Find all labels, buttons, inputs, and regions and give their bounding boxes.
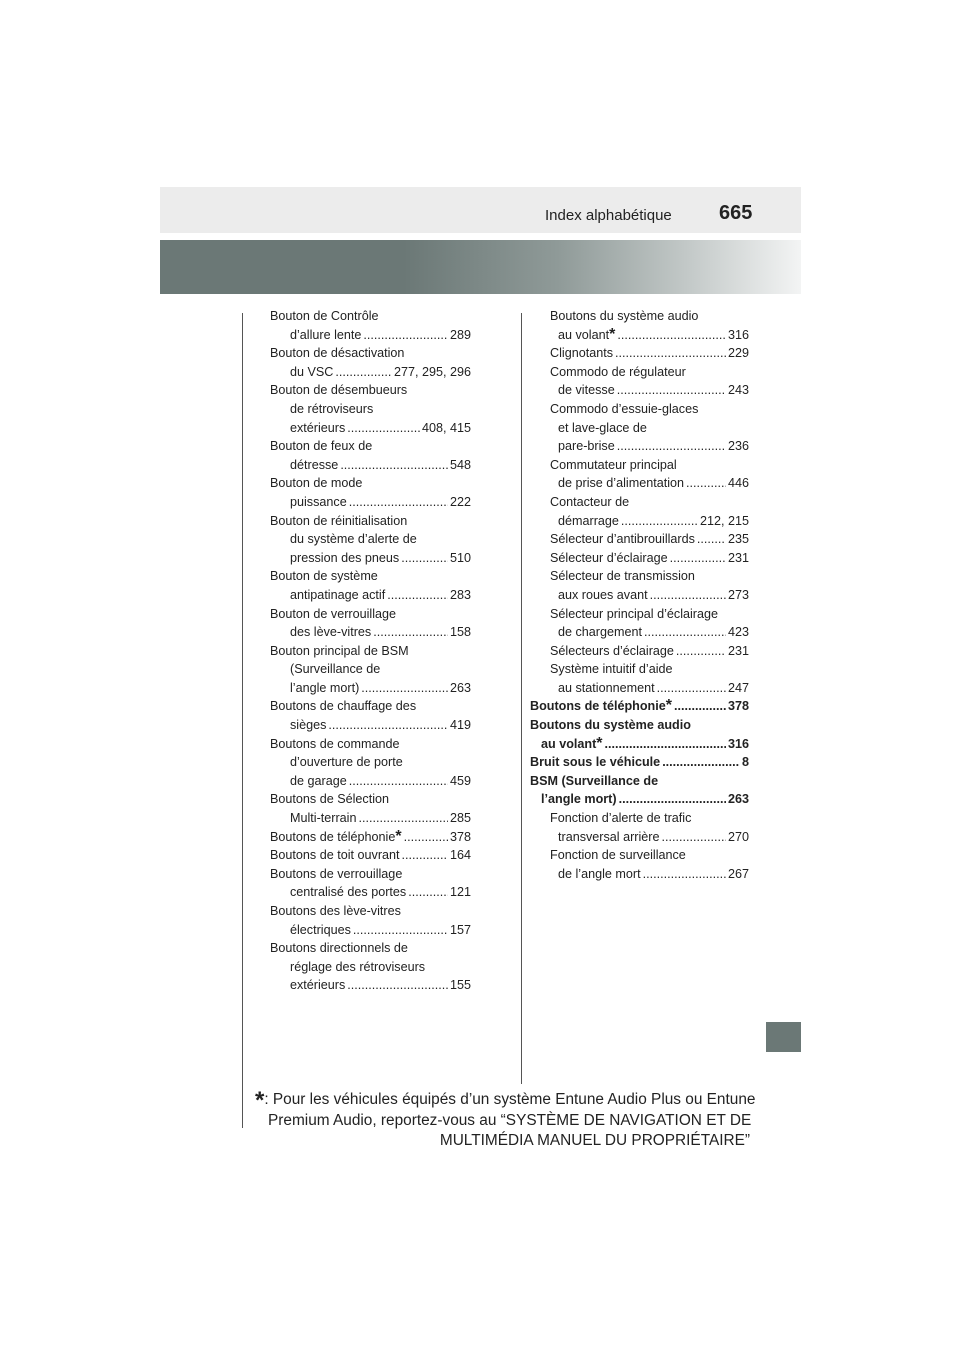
index-line: Boutons de téléphonie * ..... 378 xyxy=(530,697,749,716)
index-line xyxy=(530,828,749,847)
index-entry xyxy=(530,456,749,493)
index-line xyxy=(530,790,749,809)
index-line xyxy=(270,642,471,661)
page-reference: 316 xyxy=(727,327,749,342)
page-reference: 285 xyxy=(449,811,471,826)
page-reference: 155 xyxy=(449,978,471,993)
index-term: et lave-glace de xyxy=(558,420,647,435)
index-line xyxy=(530,456,749,475)
index-term: Boutons de chauffage des xyxy=(270,699,417,714)
left-margin-rule xyxy=(242,313,243,1128)
index-line xyxy=(270,344,471,363)
leader-dots xyxy=(408,883,448,902)
index-line xyxy=(270,567,471,586)
leader-dots xyxy=(404,828,448,847)
index-entry xyxy=(530,660,749,697)
index-term: Sélecteur de transmission xyxy=(550,569,695,584)
page-reference: 277, 295, 296 xyxy=(393,364,471,379)
index-entry xyxy=(530,363,749,400)
page-reference: 446 xyxy=(727,476,749,491)
index-line xyxy=(530,809,749,828)
index-term: Boutons directionnels de xyxy=(270,941,408,956)
index-line xyxy=(530,846,749,865)
index-line xyxy=(270,437,471,456)
leader-dots xyxy=(373,623,448,642)
index-term: Sélecteur d’éclairage xyxy=(550,550,668,565)
index-line xyxy=(530,865,749,884)
index-entry xyxy=(270,307,471,344)
header-bar xyxy=(160,187,801,233)
index-term: Bouton de mode xyxy=(270,476,363,491)
page-reference: 235 xyxy=(727,532,749,547)
leader-dots xyxy=(363,326,448,345)
page-reference: 229 xyxy=(727,346,749,361)
page-reference: 378 xyxy=(449,829,471,844)
leader-dots xyxy=(621,512,698,531)
leader-dots xyxy=(657,679,726,698)
index-entry xyxy=(530,530,749,549)
index-term: de prise d’alimentation xyxy=(558,476,685,491)
index-term: Boutons de verrouillage xyxy=(270,866,403,881)
index-term: au volant xyxy=(541,736,597,751)
leader-dots xyxy=(661,828,726,847)
index-line xyxy=(530,493,749,512)
leader-dots xyxy=(615,344,726,363)
index-term: antipatinage actif xyxy=(290,587,386,602)
index-line xyxy=(270,846,471,865)
index-line xyxy=(530,660,749,679)
index-term: du VSC xyxy=(290,364,334,379)
page-reference: 247 xyxy=(727,680,749,695)
index-entry xyxy=(530,772,749,809)
index-term: de l’angle mort xyxy=(558,866,641,881)
index-term: Sélecteurs d’éclairage xyxy=(550,643,674,658)
index-term: Fonction d’alerte de trafic xyxy=(550,811,692,826)
page-reference: 423 xyxy=(727,625,749,640)
index-line xyxy=(530,642,749,661)
index-line xyxy=(530,772,749,791)
page-reference: 408, 415 xyxy=(421,420,471,435)
index-line xyxy=(270,976,471,995)
index-line xyxy=(270,716,471,735)
leader-dots xyxy=(349,493,448,512)
index-line xyxy=(530,474,749,493)
index-term: Système intuitif d’aide xyxy=(550,662,673,677)
footnote-text-1: : Pour les véhicules équipés d’un système Entune Audio Plus ou Entune xyxy=(264,1091,756,1108)
leader-dots xyxy=(650,586,726,605)
page-reference: 267 xyxy=(727,866,749,881)
index-line xyxy=(270,902,471,921)
index-term: réglage des rétroviseurs xyxy=(290,959,426,974)
index-term: Fonction de surveillance xyxy=(550,848,686,863)
index-term: l’angle mort) xyxy=(541,792,617,807)
index-term: démarrage xyxy=(558,513,619,528)
page-reference: 378 xyxy=(727,699,749,714)
index-line xyxy=(530,567,749,586)
index-term: Boutons du système audio xyxy=(530,718,691,733)
leader-dots xyxy=(662,753,740,772)
leader-dots xyxy=(697,530,726,549)
index-line xyxy=(530,512,749,531)
index-entry xyxy=(270,605,471,642)
index-term: d’ouverture de porte xyxy=(290,755,403,770)
index-line xyxy=(270,921,471,940)
index-line xyxy=(270,958,471,977)
index-entry xyxy=(270,828,471,847)
leader-dots xyxy=(617,381,726,400)
index-line xyxy=(270,493,471,512)
index-line: au volant * ..... 316 xyxy=(530,326,749,345)
index-line xyxy=(530,437,749,456)
index-line xyxy=(530,419,749,438)
index-term: Multi-terrain xyxy=(290,811,357,826)
index-line xyxy=(270,456,471,475)
index-entry xyxy=(270,344,471,381)
page-reference: 231 xyxy=(727,643,749,658)
index-entry xyxy=(530,846,749,883)
index-entry xyxy=(270,735,471,791)
page-reference: 419 xyxy=(449,718,471,733)
index-line xyxy=(530,530,749,549)
index-term: Commodo de régulateur xyxy=(550,364,686,379)
page-reference: 273 xyxy=(727,587,749,602)
leader-dots xyxy=(676,642,726,661)
index-term: Bouton de feux de xyxy=(270,439,373,454)
index-term: électriques xyxy=(290,922,351,937)
index-line xyxy=(270,307,471,326)
index-line xyxy=(530,623,749,642)
page-reference: 283 xyxy=(449,587,471,602)
leader-dots xyxy=(387,586,448,605)
page-reference: 121 xyxy=(449,885,471,900)
page-reference: 510 xyxy=(449,550,471,565)
index-line xyxy=(270,865,471,884)
index-entry xyxy=(530,344,749,363)
index-line xyxy=(270,549,471,568)
page-reference: 263 xyxy=(449,680,471,695)
index-line xyxy=(270,474,471,493)
index-term: du système d’alerte de xyxy=(290,532,417,547)
index-line xyxy=(270,381,471,400)
index-term: (Surveillance de xyxy=(290,662,381,677)
index-term: Bouton de système xyxy=(270,569,378,584)
index-term: d’allure lente xyxy=(290,327,362,342)
page-reference: 164 xyxy=(449,848,471,863)
index-line xyxy=(530,605,749,624)
index-entry xyxy=(270,512,471,568)
index-line xyxy=(530,307,749,326)
page-reference: 263 xyxy=(727,792,749,807)
index-entry xyxy=(530,567,749,604)
index-term: Boutons de commande xyxy=(270,736,400,751)
page-reference: 270 xyxy=(727,829,749,844)
index-term: centralisé des portes xyxy=(290,885,407,900)
page-reference: 236 xyxy=(727,439,749,454)
leader-dots xyxy=(402,846,448,865)
index-term: au stationnement xyxy=(558,680,655,695)
index-term: Bruit sous le véhicule xyxy=(530,755,661,770)
index-term: Bouton de désactivation xyxy=(270,346,405,361)
page-reference: 212, 215 xyxy=(699,513,749,528)
index-term: Commodo d’essuie-glaces xyxy=(550,401,699,416)
index-entry xyxy=(530,493,749,530)
index-entry xyxy=(270,381,471,437)
index-entry xyxy=(270,437,471,474)
page-number: 665 xyxy=(719,202,753,224)
index-line xyxy=(530,753,749,772)
index-line xyxy=(270,772,471,791)
section-tab-marker xyxy=(766,1022,801,1052)
leader-dots xyxy=(361,679,448,698)
index-entry xyxy=(530,697,749,716)
index-line xyxy=(270,697,471,716)
index-entry xyxy=(270,902,471,939)
index-term: l’angle mort) xyxy=(290,680,360,695)
page-reference: 231 xyxy=(727,550,749,565)
index-line xyxy=(270,530,471,549)
footnote-line-3: MULTIMÉDIA MANUEL DU PROPRIÉTAIRE” xyxy=(439,1132,750,1149)
leader-dots xyxy=(335,363,392,382)
index-entry xyxy=(530,753,749,772)
leader-dots xyxy=(619,790,726,809)
page-reference: 157 xyxy=(449,922,471,937)
leader-dots xyxy=(349,772,448,791)
index-line: Boutons de téléphonie * ..... 378 xyxy=(270,828,471,847)
index-entry xyxy=(530,307,749,344)
page-reference: 548 xyxy=(449,457,471,472)
index-column-right xyxy=(530,307,749,883)
index-line xyxy=(270,809,471,828)
index-column-left xyxy=(270,307,471,995)
index-line xyxy=(270,883,471,902)
leader-dots xyxy=(670,549,726,568)
index-entry xyxy=(270,567,471,604)
index-term: transversal arrière xyxy=(558,829,660,844)
index-line xyxy=(530,716,749,735)
index-line xyxy=(270,753,471,772)
index-line xyxy=(530,549,749,568)
page-reference: 158 xyxy=(449,625,471,640)
index-entry xyxy=(270,697,471,734)
leader-dots xyxy=(347,976,448,995)
footnote-line-2: Premium Audio, reportez-vous au “SYSTÈME DE NAVIGATION ET DE xyxy=(268,1111,752,1129)
leader-dots xyxy=(347,419,420,438)
index-line xyxy=(270,735,471,754)
index-term: Boutons du système audio xyxy=(550,309,699,323)
index-line xyxy=(270,419,471,438)
index-term: Boutons des lève-vitres xyxy=(270,904,401,918)
index-term: Bouton de désembueurs xyxy=(270,383,408,398)
footnote-star: * xyxy=(255,1087,265,1114)
leader-dots xyxy=(617,326,726,345)
index-term: des lève-vitres xyxy=(290,625,372,640)
index-term: Bouton de verrouillage xyxy=(270,606,397,621)
leader-dots xyxy=(686,474,726,493)
index-term: Boutons de Sélection xyxy=(270,792,390,807)
index-line xyxy=(530,586,749,605)
index-entry xyxy=(270,474,471,511)
index-term: Commutateur principal xyxy=(550,457,677,472)
leader-dots xyxy=(617,437,726,456)
index-line xyxy=(270,400,471,419)
index-term: Boutons de téléphonie xyxy=(530,699,666,714)
index-term: Bouton de Contrôle xyxy=(270,309,379,323)
index-term: Bouton principal de BSM xyxy=(270,643,409,658)
index-term: de chargement xyxy=(558,625,643,640)
index-line: au volant * ..... 316 xyxy=(530,735,749,754)
index-line xyxy=(530,344,749,363)
index-line xyxy=(270,512,471,531)
index-entry xyxy=(270,939,471,995)
index-term: BSM (Surveillance de xyxy=(530,773,659,788)
index-term: de vitesse xyxy=(558,383,615,398)
index-line xyxy=(270,363,471,382)
page-reference: 316 xyxy=(727,736,749,751)
index-entry xyxy=(270,846,471,865)
index-term: Boutons de téléphonie xyxy=(270,829,396,844)
index-term: de rétroviseurs xyxy=(290,401,374,416)
section-title: Index alphabétique xyxy=(545,207,672,224)
column-divider xyxy=(521,313,522,1084)
index-entry xyxy=(270,865,471,902)
index-term: Sélecteur d’antibrouillards xyxy=(550,532,695,547)
index-line xyxy=(270,660,471,679)
index-entry xyxy=(270,790,471,827)
leader-dots xyxy=(644,623,726,642)
index-term: sièges xyxy=(290,718,327,733)
leader-dots xyxy=(328,716,448,735)
index-line xyxy=(530,381,749,400)
index-term: Clignotants xyxy=(550,346,614,361)
index-line xyxy=(530,400,749,419)
page-reference: 8 xyxy=(741,755,749,770)
index-line xyxy=(270,790,471,809)
index-entry xyxy=(530,809,749,846)
leader-dots xyxy=(605,735,726,754)
index-term: Bouton de réinitialisation xyxy=(270,513,408,528)
footnote-line-1 xyxy=(255,1087,756,1114)
index-term: de garage xyxy=(290,773,347,788)
index-term: aux roues avant xyxy=(558,587,648,602)
index-line xyxy=(270,605,471,624)
index-term: puissance xyxy=(290,494,347,509)
index-term: Boutons de toit ouvrant xyxy=(270,848,400,863)
index-term: extérieurs xyxy=(290,420,346,435)
decorative-gradient-band xyxy=(160,240,801,294)
page-reference: 222 xyxy=(449,494,471,509)
index-entry xyxy=(270,642,471,698)
index-entry xyxy=(530,716,749,753)
page-reference: 243 xyxy=(727,383,749,398)
index-term: détresse xyxy=(290,457,339,472)
leader-dots xyxy=(358,809,448,828)
index-line xyxy=(270,586,471,605)
index-line xyxy=(270,679,471,698)
footnote xyxy=(255,1087,756,1152)
index-term: au volant xyxy=(558,327,610,342)
leader-dots xyxy=(674,697,726,716)
index-term: pare-brise xyxy=(558,439,615,454)
index-entry xyxy=(530,605,749,642)
index-line xyxy=(270,623,471,642)
index-term: Sélecteur principal d’éclairage xyxy=(550,606,719,621)
index-entry xyxy=(530,400,749,456)
index-line xyxy=(270,939,471,958)
index-line xyxy=(530,363,749,382)
leader-dots xyxy=(643,865,726,884)
index-term: Contacteur de xyxy=(550,494,630,509)
page-reference: 289 xyxy=(449,327,471,342)
leader-dots xyxy=(353,921,448,940)
index-term: pression des pneus xyxy=(290,550,400,565)
index-term: extérieurs xyxy=(290,978,346,993)
page-reference: 459 xyxy=(449,773,471,788)
index-line xyxy=(530,679,749,698)
leader-dots xyxy=(340,456,448,475)
index-line xyxy=(270,326,471,345)
index-entry xyxy=(530,549,749,568)
index-entry xyxy=(530,642,749,661)
leader-dots xyxy=(401,549,448,568)
